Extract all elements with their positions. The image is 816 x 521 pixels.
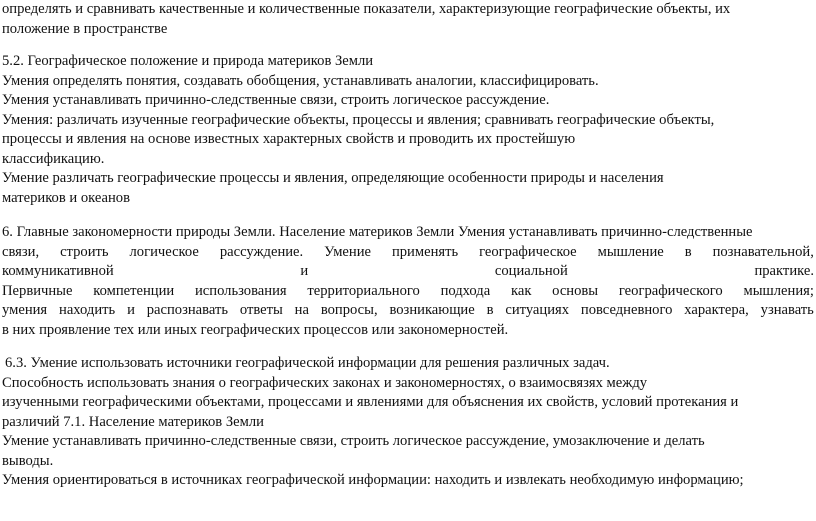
text-line: Умение устанавливать причинно-следственные связи, строить логическое рассуждение, умозаключение и делать (2, 433, 705, 449)
word: Первичные (2, 282, 73, 299)
intro-paragraph (2, 0, 814, 39)
section-6 (2, 223, 814, 340)
section-5-2 (2, 52, 814, 208)
word: вопросы, (320, 302, 378, 318)
word: ситуациях (505, 302, 570, 318)
word: использования (194, 282, 287, 299)
text-line: определять и сравнивать качественные и количественные показатели, характеризующие географические объекты, их (2, 1, 731, 17)
word: практике. (754, 263, 814, 279)
text-line: различий 7.1. Население материков Земли (2, 413, 264, 430)
text-line: Умение различать географические процессы и явления, определяющие особенности природы и населения (2, 170, 664, 186)
word: возникающие (389, 302, 475, 318)
word: рассуждение. (219, 243, 304, 260)
word: в (486, 302, 494, 318)
word: географического (618, 282, 723, 299)
word: географическое (479, 243, 577, 260)
word: логическое (129, 243, 199, 260)
word: применять (391, 243, 459, 260)
word: подхода (440, 282, 491, 299)
word: характера, (684, 302, 749, 318)
word: мышление (597, 243, 664, 260)
word: в (684, 243, 692, 260)
justified-line (2, 262, 814, 282)
word: социальной (494, 263, 568, 279)
section-heading: 6. Главные закономерности природы Земли. Население материков Земли Умения устанавливать причинно-следственные (2, 224, 753, 240)
text-line: классификацию. (2, 150, 105, 167)
word: основы (552, 282, 599, 299)
text-line: Умения определять понятия, создавать обобщения, устанавливать аналогии, классифицировать. (2, 72, 599, 89)
word: как (510, 282, 532, 299)
word: связи, (2, 243, 40, 260)
word: строить (60, 243, 109, 260)
word: находить (59, 302, 116, 318)
word: распознавать (146, 302, 228, 318)
text-line: Умения ориентироваться в источниках географической информации: находить и извлекать необходимую информацию; (2, 472, 744, 488)
word: коммуникативной (2, 263, 114, 279)
word: повседневного (580, 302, 673, 318)
word: узнавать (760, 302, 814, 318)
word: умения (2, 302, 48, 318)
text-line: материков и океанов (2, 189, 130, 206)
text-line: Умения устанавливать причинно-следственные связи, строить логическое рассуждение. (2, 92, 550, 108)
justified-line (2, 282, 814, 302)
justified-line (2, 243, 814, 263)
word: на (294, 302, 309, 318)
word: мышления; (743, 282, 814, 299)
section-heading: 5.2. Географическое положение и природа материков Земли (2, 53, 374, 69)
word: и (300, 263, 309, 279)
word: и (127, 302, 135, 318)
text-line: Умения: различать изученные географические объекты, процессы и явления; сравнивать географические объекты, (2, 111, 715, 128)
text-line: положение в пространстве (2, 20, 168, 37)
word: компетенции (93, 282, 175, 299)
word: Умение (324, 243, 371, 260)
justified-line (2, 301, 814, 321)
text-line: Способность использовать знания о географических законах и закономерностях, о взаимосвязях между (2, 374, 648, 391)
word: территориального (307, 282, 420, 299)
section-6-3 (2, 354, 814, 491)
text-line: выводы. (2, 452, 54, 469)
word: познавательной, (712, 243, 814, 260)
section-heading: 6.3. Умение использовать источники географической информации для решения различных задач. (5, 355, 610, 371)
text-line: процессы и явления на основе известных характерных свойств и проводить их простейшую (2, 131, 576, 147)
word: ответы (239, 302, 283, 318)
text-line: изученными географическими объектами, процессами и явлениями для объяснения их свойств, условий протекания и (2, 394, 739, 410)
text-line: в них проявление тех или иных географических процессов или закономерностей. (2, 321, 509, 338)
